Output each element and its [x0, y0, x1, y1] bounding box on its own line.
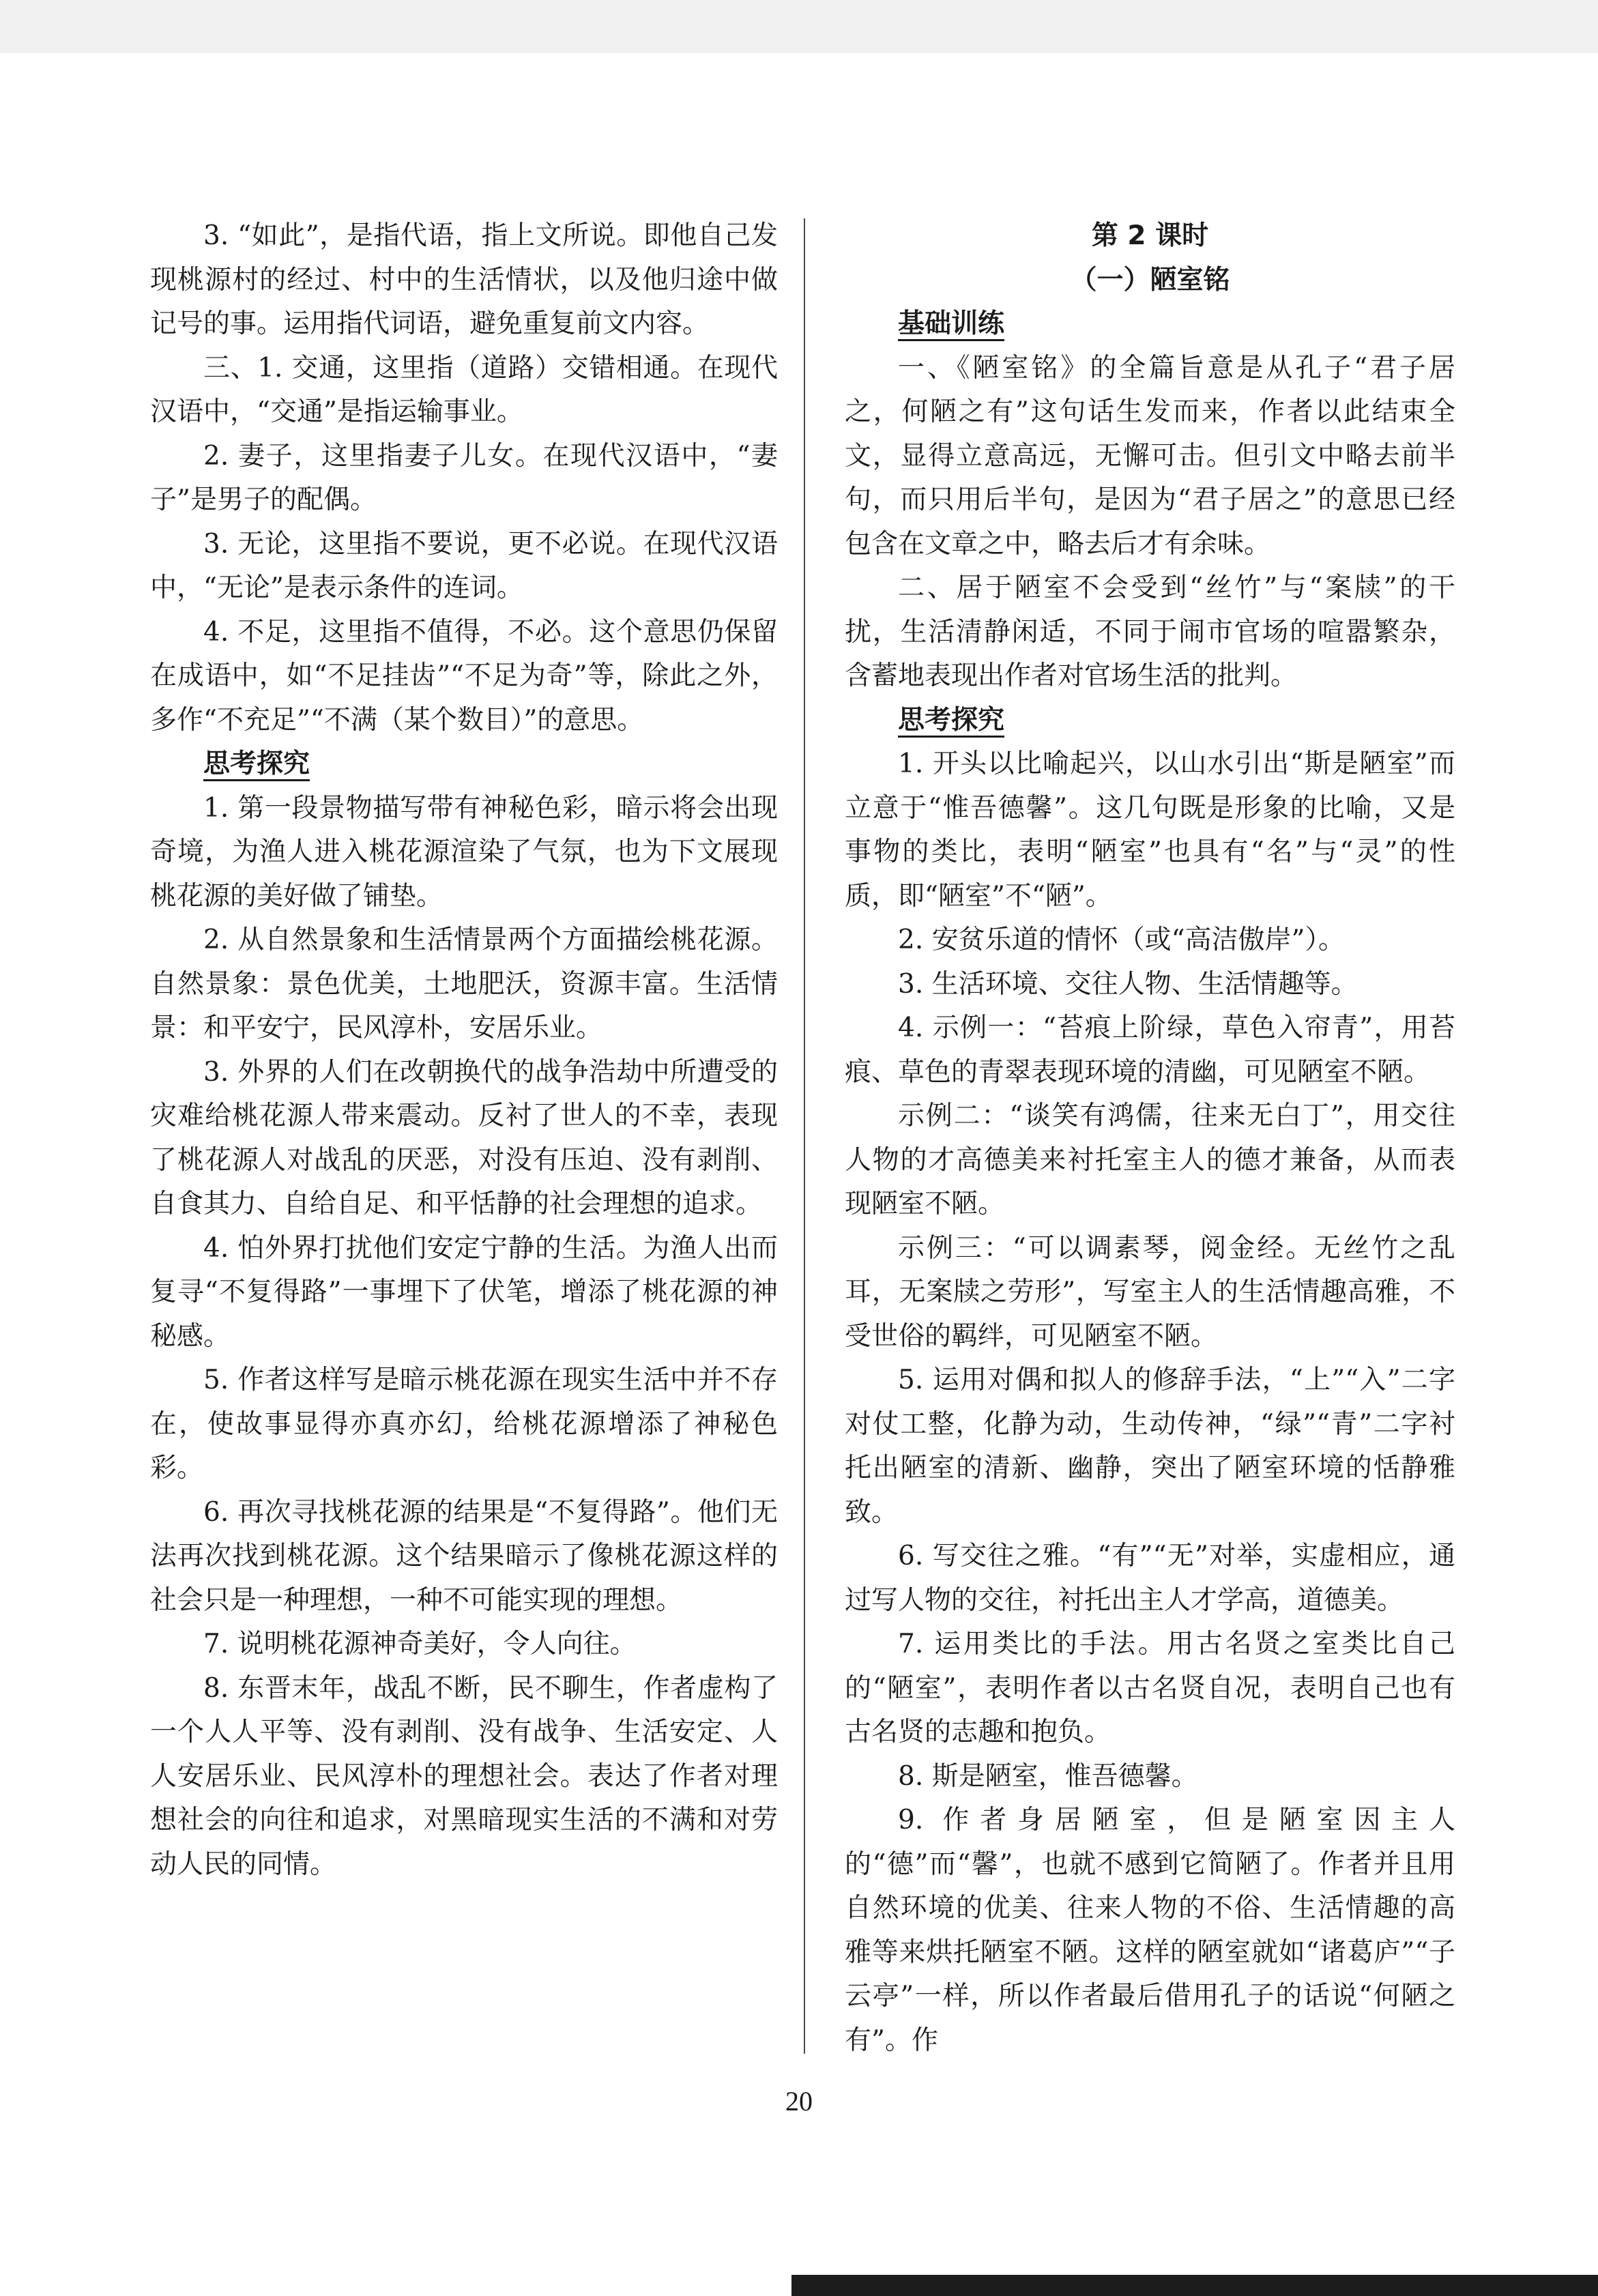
scan-top-band: [0, 0, 1598, 53]
section-heading: [150, 742, 778, 787]
section-heading-label: 思考探究: [898, 705, 1004, 738]
column-divider: [804, 218, 805, 2054]
section-heading: [845, 699, 1455, 743]
lesson-title: 第 2 课时: [1091, 220, 1209, 251]
section-heading-label: 思考探究: [203, 749, 310, 781]
paragraph: 8. 斯是陋室，惟吾德馨。: [898, 1760, 1198, 1792]
paragraph: 二、居于陋室不会受到“丝竹”与“案牍”的干扰，生活清静闲适，不同于闹市官场的喧嚣繁杂，含蓄地表现出作者对官场生活的批判。: [845, 572, 1455, 691]
paragraph: 1. 第一段景物描写带有神秘色彩，暗示将会出现奇境，为渔人进入桃花源渲染了气氛，也为下文展现桃花源的美好做了铺垫。: [150, 792, 778, 912]
paragraph: 3. 外界的人们在改朝换代的战争浩劫中所遭受的灾难给桃花源人带来震动。反衬了世人的不幸，表现了桃花源人对战乱的厌恶，对没有压迫、没有剥削、自食其力、自给自足、和平恬静的社会理想的追求。: [150, 1056, 778, 1219]
paragraph: 7. 说明桃花源神奇美好，令人向往。: [203, 1629, 637, 1659]
paragraph: 3. 无论，这里指不要说，更不必说。在现代汉语中，“无论”是表示条件的连词。: [150, 528, 778, 603]
paragraph: 4. 不足，这里指不值得，不必。这个意思仍保留在成语中，如“不足挂齿”“不足为奇”等，除此之外，多作“不充足”“不满（某个数目）”的意思。: [150, 616, 778, 736]
paragraph: 5. 运用对偶和拟人的修辞手法，“上”“入”二字对仗工整，化静为动，生动传神，“绿”“青”二字衬托出陋室的清新、幽静，突出了陋室环境的恬静雅致。: [845, 1365, 1456, 1528]
paragraph: 4. 示例一：“苔痕上阶绿，草色入帘青”，用苔痕、草色的青翠表现环境的清幽，可见陋室不陋。: [845, 1013, 1455, 1088]
paragraph: 6. 写交往之雅。“有”“无”对举，实虚相应，通过写人物的交往，衬托出主人才学高，道德美。: [845, 1541, 1455, 1616]
paragraph: 示例三：“可以调素琴，阅金经。无丝竹之乱耳，无案牍之劳形”，写室主人的生活情趣高雅，不受世俗的羁绊，可见陋室不陋。: [845, 1232, 1455, 1352]
paragraph: 1. 开头以比喻起兴，以山水引出“斯是陋室”而立意于“惟吾德馨”。这几句既是形象的比喻，又是事物的类比，表明“陋室”也具有“名”与“灵”的性质，即“陋室”不“陋”。: [845, 749, 1455, 912]
paragraph: 3. 生活环境、交往人物、生活情趣等。: [898, 968, 1358, 1000]
paragraph: 8. 东晋末年，战乱不断，民不聊生，作者虚构了一个人人平等、没有剥削、没有战争、生活安定、人人安居乐业、民风淳朴的理想社会。表达了作者对理想社会的向往和追求，对黑暗现实生活的不满和对劳动人民的同情。: [150, 1672, 778, 1880]
paragraph: 三、1. 交通，这里指（道路）交错相通。在现代汉语中，“交通”是指运输事业。: [150, 352, 778, 427]
paragraph: 9. 作者身居陋室，但是陋室因主人的“德”而“馨”，也就不感到它简陋了。作者并且用自然环境的优美、往来人物的不俗、生活情趣的高雅等来烘托陋室不陋。这样的陋室就如“诸葛庐”“子云亭”一样，所以作者最后借用孔子的话说“何陋之有”。作: [845, 1805, 1455, 2056]
paragraph: 5. 作者这样写是暗示桃花源在现实生活中并不存在，使故事显得亦真亦幻，给桃花源增添了神秘色彩。: [150, 1365, 778, 1483]
paragraph: 示例二：“谈笑有鸿儒，往来无白丁”，用交往人物的才高德美来衬托室主人的德才兼备，从而表现陋室不陋。: [845, 1101, 1455, 1219]
page-number: 20: [785, 2086, 813, 2117]
paragraph: 一、《陋室铭》的全篇旨意是从孔子“君子居之，何陋之有”这句话生发而来，作者以此结束全文，显得立意高远，无懈可击。但引文中略去前半句，而只用后半句，是因为“君子居之”的意思已经包含在文章之中，略去后才有余味。: [845, 352, 1455, 560]
paragraph: 6. 再次寻找桃花源的结果是“不复得路”。他们无法再次找到桃花源。这个结果暗示了像桃花源这样的社会只是一种理想，一种不可能实现的理想。: [150, 1496, 778, 1616]
paragraph: 2. 妻子，这里指妻子儿女。在现代汉语中，“妻子”是男子的配偶。: [150, 440, 778, 515]
left-column: [150, 214, 778, 1887]
paragraph: 4. 怕外界打扰他们安定宁静的生活。为渔人出而复寻“不复得路”一事埋下了伏笔，增添了桃花源的神秘感。: [150, 1232, 778, 1352]
paragraph: 2. 安贫乐道的情怀（或“高洁傲岸”）。: [898, 925, 1345, 955]
right-column: [845, 214, 1455, 2063]
text-title: （一）陋室铭: [1070, 264, 1230, 295]
section-heading: [845, 302, 1455, 347]
paragraph: 3. “如此”，是指代语，指上文所说。即他自己发现桃源村的经过、村中的生活情状，以及他归途中做记号的事。运用指代词语，避免重复前文内容。: [150, 220, 778, 339]
paragraph: 2. 从自然景象和生活情景两个方面描绘桃花源。自然景象：景色优美，土地肥沃，资源丰富。生活情景：和平安宁，民风淳朴，安居乐业。: [150, 925, 778, 1043]
bottom-edge-bar: [791, 2275, 1598, 2296]
paragraph: 7. 运用类比的手法。用古名贤之室类比自己的“陋室”，表明作者以古名贤自况，表明自己也有古名贤的志趣和抱负。: [845, 1629, 1455, 1747]
section-heading-label: 基础训练: [898, 308, 1004, 341]
